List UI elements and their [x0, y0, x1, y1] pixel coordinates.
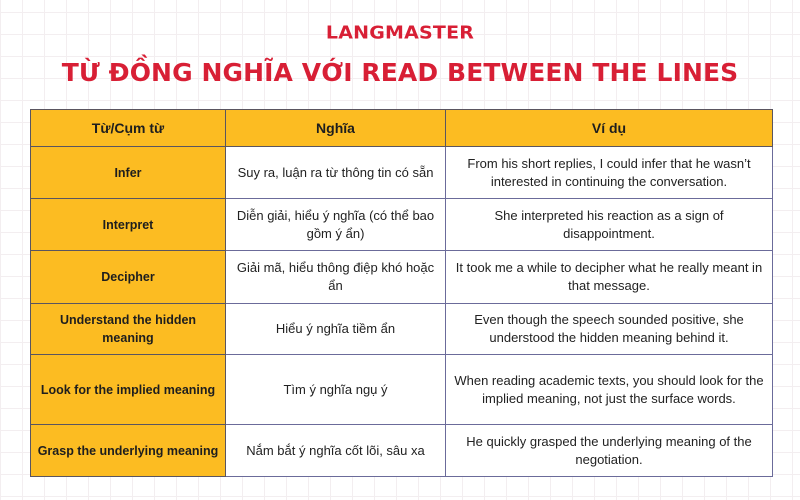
- column-header-term: Từ/Cụm từ: [31, 110, 226, 147]
- meaning-cell: Giải mã, hiểu thông điệp khó hoặc ẩn: [226, 251, 446, 304]
- table-row: [31, 355, 773, 425]
- example-cell: He quickly grasped the underlying meaning of the negotiation.: [446, 425, 773, 477]
- table-row: [31, 425, 773, 477]
- meaning-cell: Hiểu ý nghĩa tiềm ẩn: [226, 304, 446, 355]
- meaning-cell: Tìm ý nghĩa ngụ ý: [226, 355, 446, 425]
- term-cell: Interpret: [31, 199, 226, 251]
- term-cell: Infer: [31, 147, 226, 199]
- brand-logo: LANGMASTER: [325, 22, 475, 44]
- table-row: [31, 251, 773, 304]
- example-cell: Even though the speech sounded positive, she understood the hidden meaning behind it.: [446, 304, 773, 355]
- example-cell: When reading academic texts, you should look for the implied meaning, not just the surface words.: [446, 355, 773, 425]
- example-cell: She interpreted his reaction as a sign of disappointment.: [446, 199, 773, 251]
- example-cell: It took me a while to decipher what he really meant in that message.: [446, 251, 773, 304]
- column-header-example: Ví dụ: [446, 110, 773, 147]
- term-cell: Decipher: [31, 251, 226, 304]
- table-row: [31, 199, 773, 251]
- page-title: TỪ ĐỒNG NGHĨA VỚI READ BETWEEN THE LINES: [61, 58, 739, 87]
- term-cell: Understand the hidden meaning: [31, 304, 226, 355]
- table-row: [31, 304, 773, 355]
- meaning-cell: Diễn giải, hiểu ý nghĩa (có thể bao gồm ý ẩn): [226, 199, 446, 251]
- term-cell: Grasp the underlying meaning: [31, 425, 226, 477]
- table-row: [31, 147, 773, 199]
- synonyms-table-container: [30, 109, 772, 477]
- synonyms-table: [30, 109, 773, 477]
- meaning-cell: Nắm bắt ý nghĩa cốt lõi, sâu xa: [226, 425, 446, 477]
- table-header-row: [31, 110, 773, 147]
- meaning-cell: Suy ra, luận ra từ thông tin có sẵn: [226, 147, 446, 199]
- term-cell: Look for the implied meaning: [31, 355, 226, 425]
- column-header-meaning: Nghĩa: [226, 110, 446, 147]
- example-cell: From his short replies, I could infer that he wasn’t interested in continuing the conversation.: [446, 147, 773, 199]
